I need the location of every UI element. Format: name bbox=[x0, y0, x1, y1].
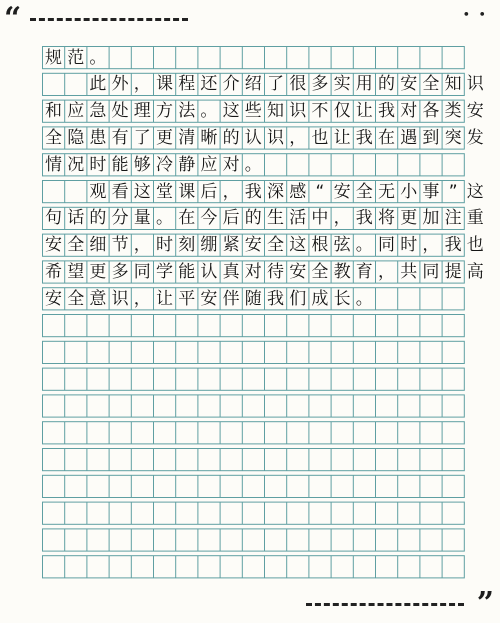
essay-char: 全 bbox=[67, 288, 85, 309]
essay-char: 。 bbox=[200, 101, 218, 122]
essay-char: 绷 bbox=[200, 235, 218, 256]
essay-char: 安 bbox=[333, 181, 351, 202]
essay-char: 中 bbox=[311, 208, 329, 229]
essay-char: 多 bbox=[311, 74, 329, 95]
essay-char: ， bbox=[133, 235, 151, 256]
essay-char: 介 bbox=[222, 74, 240, 95]
essay-char: 况 bbox=[67, 154, 85, 175]
essay-char: 法 bbox=[178, 101, 196, 122]
essay-char: 发 bbox=[466, 127, 484, 148]
essay-char: 根 bbox=[311, 235, 329, 256]
open-quote-mark: “ bbox=[4, 1, 22, 36]
essay-char: 节 bbox=[111, 235, 129, 256]
essay-char: 识 bbox=[111, 288, 129, 309]
essay-char: 安 bbox=[466, 101, 484, 122]
essay-char: 也 bbox=[311, 127, 329, 148]
essay-char: 范 bbox=[67, 47, 85, 68]
decorative-dots: • • bbox=[462, 8, 488, 23]
essay-char: 够 bbox=[133, 154, 151, 175]
essay-char: 句 bbox=[45, 208, 62, 229]
essay-char: 我 bbox=[378, 101, 395, 122]
essay-char: 隐 bbox=[67, 127, 85, 148]
essay-char: 很 bbox=[289, 74, 307, 95]
essay-char: ， bbox=[222, 181, 240, 202]
essay-char: 活 bbox=[289, 208, 307, 229]
essay-char: 我 bbox=[355, 208, 373, 229]
essay-char: 全 bbox=[355, 181, 373, 202]
essay-char: 注 bbox=[444, 208, 462, 229]
essay-char: 将 bbox=[378, 208, 395, 229]
essay-char: 课 bbox=[156, 74, 173, 95]
essay-char: 的 bbox=[222, 127, 240, 148]
essay-char: ， bbox=[378, 261, 395, 282]
composition-sheet bbox=[42, 46, 484, 583]
essay-char: 待 bbox=[267, 261, 284, 282]
essay-char: ” bbox=[448, 181, 458, 202]
essay-char: 望 bbox=[67, 261, 85, 282]
essay-char: ， bbox=[133, 74, 151, 95]
essay-char: 应 bbox=[200, 154, 218, 175]
essay-char: 全 bbox=[267, 235, 284, 256]
essay-char: 处 bbox=[111, 101, 129, 122]
essay-char: 我 bbox=[244, 181, 262, 202]
essay-char: 紧 bbox=[222, 235, 240, 256]
essay-char: 更 bbox=[156, 127, 173, 148]
essay-char: 了 bbox=[267, 74, 284, 95]
essay-char: 更 bbox=[400, 208, 418, 229]
essay-char: 全 bbox=[45, 127, 62, 148]
essay-char: 随 bbox=[244, 288, 262, 309]
grid-row bbox=[43, 341, 465, 363]
essay-char: 仅 bbox=[333, 101, 351, 122]
essay-char: 对 bbox=[222, 154, 240, 175]
essay-char: 在 bbox=[178, 208, 196, 229]
essay-char: 伴 bbox=[222, 288, 240, 309]
essay-char: 患 bbox=[89, 127, 107, 148]
essay-char: 和 bbox=[45, 101, 62, 122]
essay-char: 的 bbox=[89, 208, 107, 229]
essay-char: 加 bbox=[422, 208, 440, 229]
essay-char: 此 bbox=[89, 74, 107, 95]
grid-row bbox=[43, 395, 465, 417]
essay-char: 高 bbox=[466, 261, 484, 282]
essay-char: 这 bbox=[133, 181, 151, 202]
essay-char: 理 bbox=[133, 101, 151, 122]
essay-char: 时 bbox=[89, 154, 107, 175]
essay-char: 冷 bbox=[156, 154, 173, 175]
essay-char: 分 bbox=[111, 208, 129, 229]
essay-char: 成 bbox=[311, 288, 329, 309]
essay-char: 同 bbox=[422, 261, 440, 282]
essay-char: 识 bbox=[466, 74, 484, 95]
essay-char: 同 bbox=[378, 235, 395, 256]
essay-char: 程 bbox=[178, 74, 196, 95]
essay-char: 堂 bbox=[156, 181, 173, 202]
essay-char: 知 bbox=[267, 101, 284, 122]
essay-char: 安 bbox=[289, 261, 307, 282]
grid-row bbox=[43, 449, 465, 471]
essay-char: 们 bbox=[289, 288, 307, 309]
essay-char: 遇 bbox=[400, 127, 418, 148]
essay-char: ， bbox=[289, 127, 307, 148]
essay-char: 安 bbox=[200, 288, 218, 309]
essay-char: 无 bbox=[378, 181, 395, 202]
essay-char: 重 bbox=[466, 208, 484, 229]
essay-char: 外 bbox=[111, 74, 129, 95]
essay-char: 还 bbox=[200, 74, 218, 95]
essay-char: 提 bbox=[444, 261, 462, 282]
essay-char: 晰 bbox=[200, 127, 218, 148]
essay-char: “ bbox=[315, 181, 325, 202]
essay-char: 到 bbox=[422, 127, 440, 148]
essay-char: 情 bbox=[45, 154, 62, 175]
essay-char: 我 bbox=[355, 127, 373, 148]
essay-char: 。 bbox=[355, 235, 373, 256]
grid-row bbox=[43, 368, 465, 390]
essay-char: 。 bbox=[89, 47, 107, 68]
grid-row bbox=[43, 502, 465, 524]
essay-char: 急 bbox=[89, 101, 107, 122]
essay-char: 。 bbox=[244, 154, 262, 175]
essay-char: 不 bbox=[311, 101, 329, 122]
essay-char: 观 bbox=[89, 181, 107, 202]
essay-char: 对 bbox=[244, 261, 262, 282]
top-dashed-rule bbox=[30, 18, 188, 21]
essay-char: 实 bbox=[333, 74, 351, 95]
essay-char: 共 bbox=[400, 261, 418, 282]
essay-char: 绍 bbox=[244, 74, 262, 95]
essay-char: 安 bbox=[244, 235, 262, 256]
essay-char: 生 bbox=[267, 208, 284, 229]
essay-char: 真 bbox=[222, 261, 240, 282]
essay-char: 全 bbox=[422, 74, 440, 95]
essay-char: 让 bbox=[333, 127, 351, 148]
essay-char: ， bbox=[333, 208, 351, 229]
essay-char: 安 bbox=[45, 288, 62, 309]
essay-char: 能 bbox=[111, 154, 129, 175]
essay-char: 这 bbox=[222, 101, 240, 122]
essay-char: 。 bbox=[156, 208, 173, 229]
grid-row bbox=[43, 556, 465, 578]
essay-char: 对 bbox=[400, 101, 418, 122]
essay-char: 安 bbox=[45, 235, 62, 256]
essay-char: 也 bbox=[466, 235, 484, 256]
essay-char: 话 bbox=[67, 208, 85, 229]
essay-char: 学 bbox=[156, 261, 173, 282]
essay-char: 方 bbox=[156, 101, 173, 122]
grid-row bbox=[43, 315, 465, 337]
bottom-dashed-rule bbox=[306, 603, 464, 606]
essay-char: 全 bbox=[311, 261, 329, 282]
essay-char: ， bbox=[422, 235, 440, 256]
essay-char: 的 bbox=[244, 208, 262, 229]
essay-char: 后 bbox=[200, 181, 218, 202]
essay-char: 清 bbox=[178, 127, 196, 148]
essay-char: 识 bbox=[289, 101, 307, 122]
essay-char: 认 bbox=[200, 261, 218, 282]
grid-row bbox=[43, 422, 465, 444]
essay-char: 。 bbox=[355, 288, 373, 309]
close-quote-mark: ” bbox=[476, 586, 494, 621]
essay-char: 这 bbox=[289, 235, 307, 256]
essay-char: 弦 bbox=[333, 235, 351, 256]
essay-char: 应 bbox=[67, 101, 85, 122]
essay-char: 教 bbox=[333, 261, 351, 282]
essay-char: 深 bbox=[267, 181, 284, 202]
essay-char: 看 bbox=[111, 181, 129, 202]
essay-char: ， bbox=[133, 288, 151, 309]
essay-char: 后 bbox=[222, 208, 240, 229]
essay-char: 更 bbox=[89, 261, 107, 282]
essay-char: 平 bbox=[178, 288, 196, 309]
essay-char: 了 bbox=[133, 127, 151, 148]
essay-char: 时 bbox=[400, 235, 418, 256]
essay-char: 有 bbox=[111, 127, 129, 148]
essay-char: 量 bbox=[133, 208, 151, 229]
essay-char: 让 bbox=[355, 101, 373, 122]
grid-row bbox=[43, 529, 465, 551]
essay-char: 静 bbox=[178, 154, 196, 175]
essay-char: 些 bbox=[244, 101, 262, 122]
essay-char: 感 bbox=[289, 181, 307, 202]
essay-char: 这 bbox=[466, 181, 484, 202]
essay-char: 规 bbox=[45, 47, 62, 68]
essay-char: 希 bbox=[45, 261, 62, 282]
essay-char: 小 bbox=[400, 181, 418, 202]
essay-char: 让 bbox=[156, 288, 173, 309]
essay-char: 同 bbox=[133, 261, 151, 282]
essay-char: 多 bbox=[111, 261, 129, 282]
essay-char: 的 bbox=[378, 74, 395, 95]
essay-char: 课 bbox=[178, 181, 196, 202]
grid-row bbox=[43, 475, 465, 497]
essay-char: 各 bbox=[422, 101, 440, 122]
essay-char: 我 bbox=[444, 235, 462, 256]
essay-char: 类 bbox=[444, 101, 462, 122]
essay-char: 用 bbox=[355, 74, 373, 95]
essay-char: 知 bbox=[444, 74, 462, 95]
essay-char: 今 bbox=[200, 208, 218, 229]
essay-char: 意 bbox=[89, 288, 107, 309]
essay-char: 细 bbox=[89, 235, 107, 256]
essay-char: 识 bbox=[267, 127, 284, 148]
essay-char: 全 bbox=[67, 235, 85, 256]
essay-char: 突 bbox=[444, 127, 462, 148]
essay-char: 安 bbox=[400, 74, 418, 95]
essay-char: 刻 bbox=[178, 235, 196, 256]
essay-char: 育 bbox=[355, 261, 373, 282]
essay-char: 认 bbox=[244, 127, 262, 148]
essay-char: 我 bbox=[267, 288, 284, 309]
essay-char: 长 bbox=[333, 288, 351, 309]
essay-char: 时 bbox=[156, 235, 173, 256]
essay-char: 事 bbox=[422, 181, 440, 202]
essay-char: 能 bbox=[178, 261, 196, 282]
essay-char: 在 bbox=[378, 127, 395, 148]
